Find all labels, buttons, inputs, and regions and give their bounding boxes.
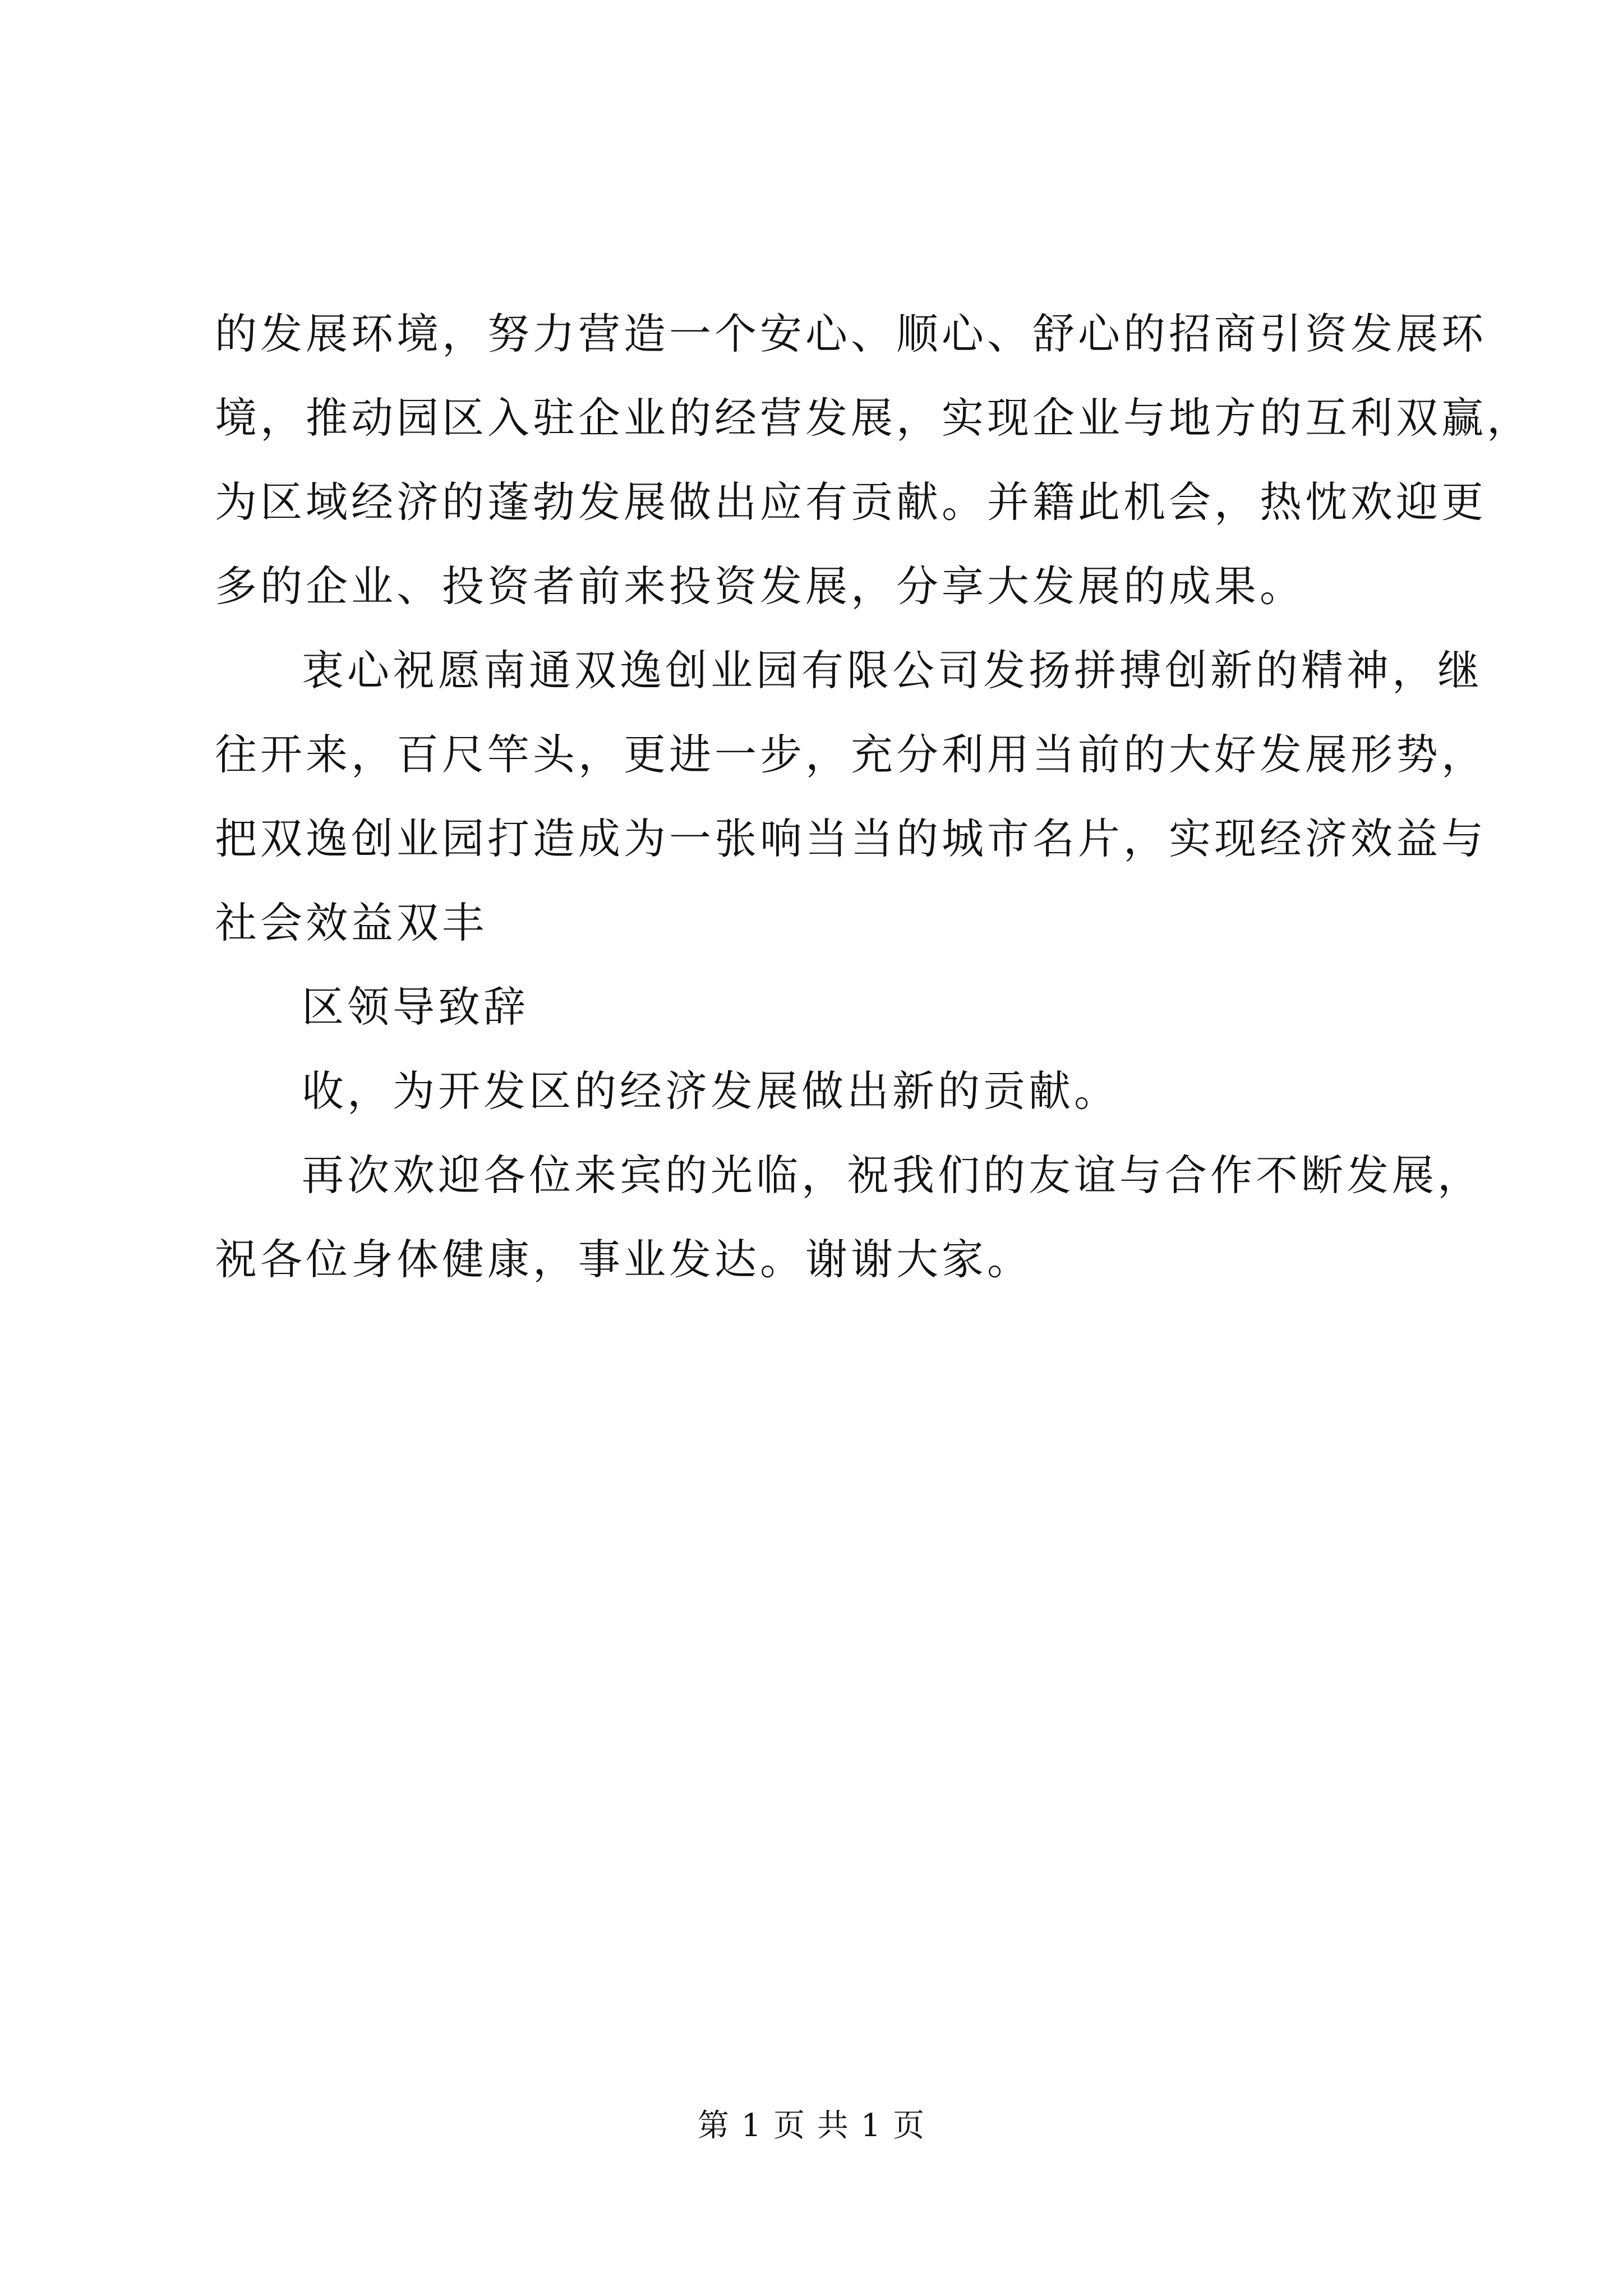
paragraph-first-line: 收，为开发区的经济发展做出新的贡献。 [302, 1066, 1120, 1116]
paragraph-first-line: 衷心祝愿南通双逸创业园有限公司发扬拼搏创新的精神，继 [302, 646, 1483, 695]
body-text-line: 社会效益双丰 [215, 898, 488, 947]
body-text-line: 为区域经济的蓬勃发展做出应有贡献。并籍此机会，热忱欢迎更 [215, 477, 1487, 527]
body-text-line: 境，推动园区入驻企业的经营发展，实现企业与地方的互利双赢， [215, 393, 1533, 443]
body-text-line: 把双逸创业园打造成为一张响当当的城市名片，实现经济效益与 [215, 814, 1487, 863]
body-text-line: 的发展环境，努力营造一个安心、顺心、舒心的招商引资发展环 [215, 309, 1487, 358]
body-text-line: 多的企业、投资者前来投资发展，分享大发展的成果。 [215, 562, 1306, 611]
body-text-line: 祝各位身体健康，事业发达。谢谢大家。 [215, 1235, 1033, 1284]
paragraph-first-line: 再次欢迎各位来宾的光临，祝我们的友谊与合作不断发展， [302, 1151, 1483, 1200]
page-footer: 第 1 页 共 1 页 [697, 2108, 926, 2144]
section-heading: 区领导致辞 [302, 982, 529, 1032]
body-text-line: 往开来，百尺竿头，更进一步，充分利用当前的大好发展形势， [215, 730, 1487, 779]
